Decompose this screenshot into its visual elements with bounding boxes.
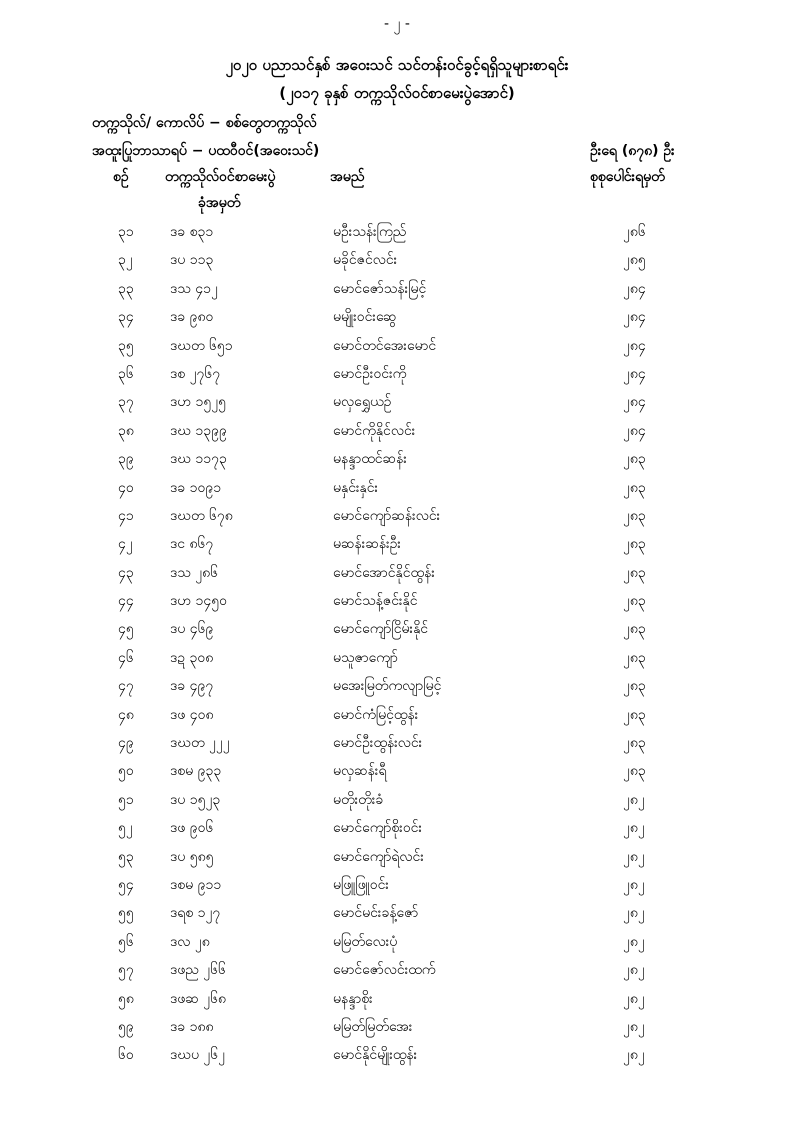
header-name: အမည် (330, 169, 365, 185)
row-number: ၃၈ (118, 422, 134, 439)
row-marks: ၂၈၄ (623, 365, 646, 382)
table-row (0, 506, 794, 534)
row-roll: ဒပ ၄၆၉ (170, 621, 214, 638)
row-roll: ဒဍ ၃၀၈ (170, 649, 214, 666)
row-roll: ဒခ ၄၉၇ (170, 678, 214, 695)
row-roll: ဒဖည ၂၆၆ (170, 962, 226, 979)
row-roll: ဒဃ ၁၃၉၉ (170, 422, 227, 439)
row-roll: ဒဖဆ ၂၆၈ (170, 990, 227, 1007)
row-number: ၃၁ (118, 224, 134, 240)
row-number: ၅၃ (118, 848, 134, 865)
row-roll: ဒဟ ၁၅၂၅ (170, 394, 226, 411)
table-row (0, 932, 794, 960)
row-number: ၃၃ (118, 280, 134, 297)
row-roll: ဒဃတ ၆၇၈ (170, 507, 233, 524)
row-roll: ဒစမ ၉၁၁ (170, 876, 222, 893)
row-number: ၅၄ (118, 876, 134, 893)
row-name: မောင်အောင်နိုင်ထွန်း (333, 564, 435, 581)
row-number: ၅၇ (118, 962, 134, 979)
row-name: မောင်ဦးထွန်းလင်း (333, 735, 423, 752)
row-number: ၆၀ (118, 1047, 134, 1064)
university-label: တက္ကသိုလ်/ ကောလိပ် − စစ်တွေတက္ကသိုလ် (92, 115, 317, 131)
row-marks: ၂၈၄ (623, 337, 646, 354)
header-roll: တက္ကသိုလ်ဝင်စာမေးပွဲ (165, 169, 276, 185)
page-number: - ၂ - (384, 16, 410, 32)
row-number: ၅၁ (118, 791, 134, 808)
row-number: ၄၇ (118, 678, 134, 695)
row-name: မမြတ်မြတ်အေး (333, 1018, 413, 1035)
row-name: မောင်ဇော်လင်းထက် (333, 962, 436, 979)
row-name: မောင်သန့်ဇင်းနိုင် (333, 593, 418, 610)
row-name: မောင်ဦးဝင်းကို (333, 365, 407, 382)
row-name: မောင်ဇော်သန်းမြင့် (333, 280, 427, 297)
row-marks: ၂၈၃ (623, 763, 646, 780)
row-marks: ၂၈၂ (623, 820, 645, 837)
table-row (0, 818, 794, 846)
row-roll: ဒလ ၂၈ (170, 933, 210, 950)
header-roll-line2: ခုံအမှတ် (198, 195, 241, 211)
row-name: မောင်ကျော်စိုးဝင်း (333, 820, 423, 837)
row-number: ၄၅ (118, 621, 134, 638)
row-name: မနှင်းနှင်း (333, 479, 379, 496)
row-number: ၄၈ (118, 706, 134, 723)
row-name: မသူဇာကျော် (333, 649, 398, 666)
row-roll: ဒဃ ၁၁၇၃ (170, 451, 227, 468)
row-number: ၄၃ (118, 564, 134, 581)
table-row (0, 790, 794, 818)
row-number: ၅၅ (118, 905, 134, 922)
row-roll: ဒဃတ ၂၂၂ (170, 735, 230, 752)
row-number: ၅၉ (118, 1018, 134, 1035)
table-row (0, 392, 794, 420)
results-table (0, 222, 794, 1074)
table-row (0, 619, 794, 647)
row-name: မလှဆန်းရီ (333, 763, 387, 780)
row-marks: ၂၈၃ (623, 479, 646, 496)
row-number: ၃၇ (118, 394, 134, 411)
table-row (0, 279, 794, 307)
table-row (0, 761, 794, 789)
row-roll: ဒဃတ ၆၅၁ (170, 337, 233, 354)
row-number: ၅၂ (118, 820, 133, 837)
table-row (0, 875, 794, 903)
table-row (0, 1045, 794, 1073)
row-name: မောင်ကျော်ရဲလင်း (333, 848, 424, 865)
row-roll: ဒစ ၂၇၆၇ (170, 365, 221, 382)
table-row (0, 563, 794, 591)
row-marks: ၂၈၃ (623, 593, 646, 610)
row-number: ၄၁ (118, 507, 134, 524)
row-marks: ၂၈၄ (623, 309, 646, 326)
table-row (0, 336, 794, 364)
row-name: မောင်ကံမြင့်ထွန်း (333, 706, 419, 723)
row-marks: ၂၈၂ (623, 962, 645, 979)
row-roll: ဒခ ၁၈၈ (170, 1018, 214, 1035)
row-number: ၃၉ (118, 451, 134, 468)
row-name: မတိုးတိုးခံ (333, 791, 384, 808)
row-marks: ၂၈၄ (623, 280, 646, 297)
row-roll: ဒပ ၁၁၃ (170, 252, 214, 269)
table-row (0, 222, 794, 250)
table-row (0, 421, 794, 449)
row-marks: ၂၈၃ (623, 706, 646, 723)
row-roll: ဒပ ၁၅၂၃ (170, 791, 221, 808)
table-row (0, 903, 794, 931)
table-row (0, 648, 794, 676)
row-name: မဆန်းဆန်းဦး (333, 536, 401, 553)
table-row (0, 364, 794, 392)
row-roll: ဒရစ ၁၂၇ (170, 905, 221, 922)
page-title: ၂၀၂၀ ပညာသင်နှစ် အဝေးသင် သင်တန်းဝင်ခွင့်ရရှိသူများစာရင်း (225, 56, 569, 74)
row-marks: ၂၈၃ (623, 621, 646, 638)
row-name: မအေးမြတ်ကလျာမြင့် (333, 678, 442, 695)
row-marks: ၂၈၂ (623, 933, 645, 950)
row-number: ၃၂ (118, 252, 133, 269)
quota-label: ဦးရေ (၈၇၈) ဦး (590, 143, 675, 159)
row-number: ၅၆ (118, 933, 134, 950)
row-roll: ဒဟ ၁၄၅၀ (170, 593, 227, 610)
row-number: ၅၈ (118, 990, 134, 1007)
row-roll: ဒင ၈၆၇ (170, 536, 214, 553)
row-marks: ၂၈၃ (623, 451, 646, 468)
row-number: ၄၆ (118, 649, 134, 666)
row-name: မလှရွှေယဉ် (333, 394, 392, 411)
row-roll: ဒဖ ၉၀၆ (170, 820, 214, 837)
row-roll: ဒသ ၄၁၂ (170, 280, 218, 297)
row-roll: ဒခ စ၃၁ (170, 224, 214, 240)
row-marks: ၂၈၂ (623, 1047, 645, 1064)
table-row (0, 989, 794, 1017)
row-name: မောင်တင်အေးမောင် (333, 337, 437, 354)
row-marks: ၂၈၂ (623, 990, 645, 1007)
row-marks: ၂၈၃ (623, 507, 646, 524)
row-number: ၄၄ (118, 593, 134, 610)
table-row (0, 705, 794, 733)
row-name: မနန္ဒာစိုး (333, 990, 373, 1007)
table-row (0, 307, 794, 335)
table-row (0, 478, 794, 506)
row-name: မဦးသန်းကြည် (333, 224, 407, 240)
row-marks: ၂၈၃ (623, 678, 646, 695)
row-name: မောင်ကျော်ငြိမ်းနိုင် (333, 621, 429, 638)
row-marks: ၂၈၂ (623, 876, 645, 893)
row-name: မဖြူဖြူဝင်း (333, 876, 389, 893)
table-row (0, 449, 794, 477)
row-roll: ဒစမ ၉၃၃ (170, 763, 222, 780)
row-marks: ၂၈၂ (623, 848, 645, 865)
row-number: ၄၀ (118, 479, 134, 496)
header-no: စဉ် (113, 169, 129, 185)
row-number: ၃၆ (118, 365, 134, 382)
row-marks: ၂၈၂ (623, 791, 645, 808)
row-roll: ဒပ ၅၈၅ (170, 848, 214, 865)
row-roll: ဒဃပ ၂၆၂ (170, 1047, 226, 1064)
row-name: မောင်ကိုနိုင်လင်း (333, 422, 416, 439)
row-number: ၃၅ (118, 337, 134, 354)
row-marks: ၂၈၂ (623, 905, 645, 922)
row-name: မမြတ်လေးပုံ (333, 933, 398, 950)
table-row (0, 733, 794, 761)
table-row (0, 591, 794, 619)
row-name: မောင်မင်းခန့်ဇော် (333, 905, 419, 922)
row-marks: ၂၈၅ (623, 252, 646, 269)
table-row (0, 534, 794, 562)
row-name: မောင်နိုင်မျိုးထွန်း (333, 1047, 418, 1064)
row-marks: ၂၈၃ (623, 564, 646, 581)
row-roll: ဒခ ၁၀၉၁ (170, 479, 222, 496)
row-number: ၄၉ (118, 735, 134, 752)
subject-label: အထူးပြုဘာသာရပ် − ပထဝီဝင်(အဝေးသင်) (92, 143, 320, 159)
row-roll: ဒဖ ၄၀၈ (170, 706, 214, 723)
table-row (0, 676, 794, 704)
table-row (0, 1017, 794, 1045)
row-number: ၄၂ (118, 536, 133, 553)
table-row (0, 847, 794, 875)
row-number: ၃၄ (118, 309, 134, 326)
row-marks: ၂၈၄ (623, 422, 646, 439)
row-number: ၅၀ (118, 763, 134, 780)
row-marks: ၂၈၃ (623, 536, 646, 553)
row-marks: ၂၈၃ (623, 649, 646, 666)
header-marks: စုစုပေါင်းရမှတ် (590, 169, 665, 185)
page-subtitle: (၂၀၁၇ ခုနှစ် တက္ကသိုလ်ဝင်စာမေးပွဲအောင်) (279, 84, 515, 102)
row-marks: ၂၈၆ (623, 224, 646, 240)
row-marks: ၂၈၄ (623, 394, 646, 411)
row-name: မနန္ဒာထင်ဆန်း (333, 451, 407, 468)
table-row (0, 250, 794, 278)
row-name: မောင်ကျော်ဆန်းလင်း (333, 507, 441, 524)
row-name: မမျိုးဝင်းဆွေ (333, 309, 397, 326)
row-name: မခိုင်ဇင်လင်း (333, 252, 398, 269)
row-marks: ၂၈၃ (623, 735, 646, 752)
row-roll: ဒသ ၂၈၆ (170, 564, 219, 581)
table-row (0, 960, 794, 988)
row-marks: ၂၈၂ (623, 1018, 645, 1035)
row-roll: ဒခ ၉၈၀ (170, 309, 214, 326)
